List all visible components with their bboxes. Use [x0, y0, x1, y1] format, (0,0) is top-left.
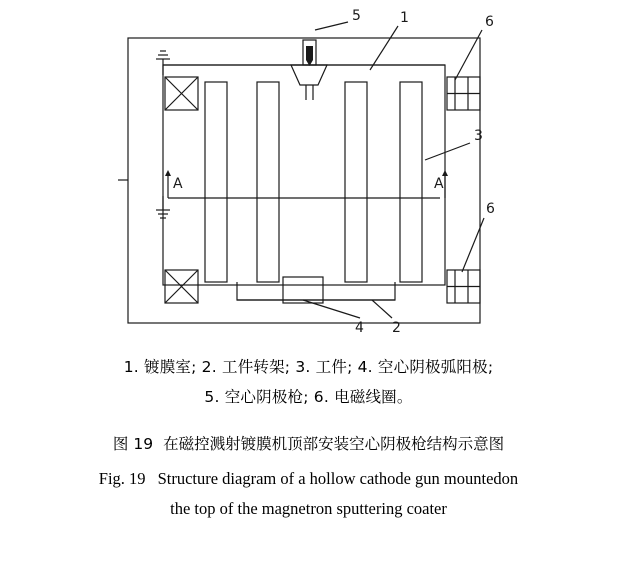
callout-2: 2 — [392, 320, 401, 336]
rack-bar-4 — [400, 82, 422, 282]
callout-6-bottom: 6 — [486, 201, 495, 217]
caption-english — [0, 464, 617, 524]
caption-cn-text: 在磁控溅射镀膜机顶部安装空心阴极枪结构示意图 — [163, 435, 505, 453]
rack-bar-3 — [345, 82, 367, 282]
callout-6-top: 6 — [485, 14, 494, 30]
leader-1 — [370, 26, 398, 70]
caption-chinese — [0, 430, 617, 458]
rack-bar-1 — [205, 82, 227, 282]
rack-bar-2 — [257, 82, 279, 282]
section-arrow-left — [165, 170, 171, 176]
leader-6-bottom — [462, 218, 484, 272]
callout-1: 1 — [400, 10, 409, 26]
caption-en-label: Fig. 19 — [98, 469, 146, 488]
hollow-cathode-anode — [283, 277, 323, 303]
leader-5 — [315, 22, 348, 30]
left-magnetron-lower-cross — [165, 270, 198, 303]
callout-5: 5 — [352, 8, 361, 24]
gun-funnel — [291, 65, 327, 85]
callout-4: 4 — [355, 320, 364, 336]
left-magnetron-upper-cross — [165, 77, 198, 110]
caption-en-line2: the top of the magnetron sputtering coater — [170, 499, 447, 518]
plasma-column — [306, 85, 313, 100]
callout-3: 3 — [474, 128, 483, 144]
caption-en-line1: Structure diagram of a hollow cathode gun mountedon — [157, 469, 519, 488]
legend-line-1: 1. 镀膜室; 2. 工件转架; 3. 工件; 4. 空心阴极弧阳极; — [123, 358, 494, 376]
legend-line-2: 5. 空心阴极枪; 6. 电磁线圈。 — [204, 388, 413, 406]
section-label-left: A — [173, 176, 183, 192]
caption-block — [0, 352, 617, 524]
leader-4 — [303, 300, 360, 318]
section-label-right: A — [434, 176, 444, 192]
leader-2 — [372, 300, 392, 318]
leader-3 — [425, 143, 470, 160]
caption-cn-label: 图 19 — [112, 435, 154, 453]
gun-beam-arrow — [306, 46, 313, 66]
